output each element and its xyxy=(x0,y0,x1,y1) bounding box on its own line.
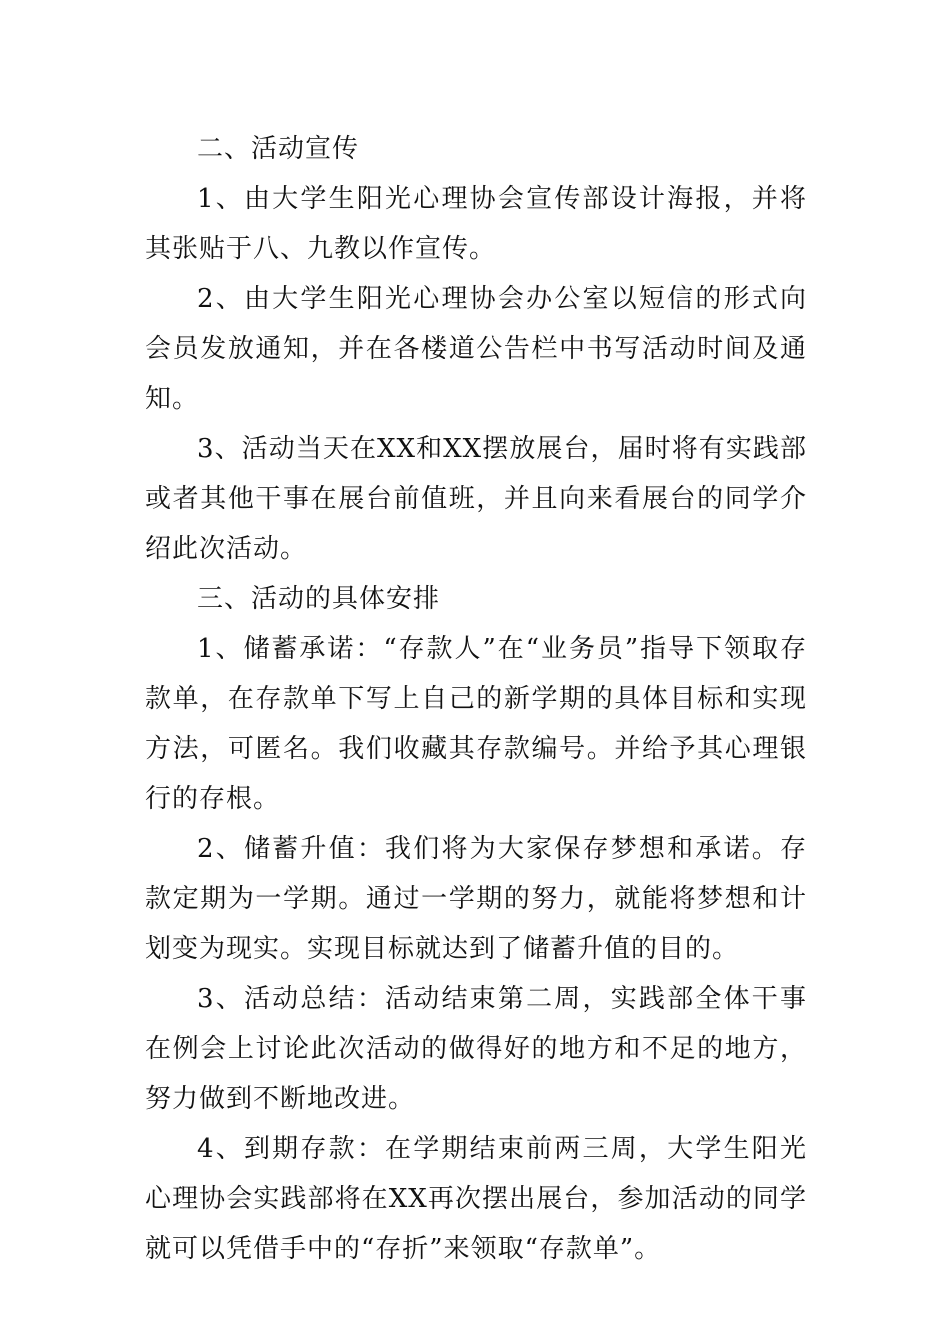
section-heading-arrangement: 三、活动的具体安排 xyxy=(197,584,441,614)
paragraph-publicity-1: 1、由大学生阳光心理协会宣传部设计海报，并将其张贴于八、九教以作宣传。 xyxy=(145,184,807,264)
paragraph-arrangement-3: 3、活动总结：活动结束第二周，实践部全体干事在例会上讨论此次活动的做得好的地方和不足的地方，努力做到不断地改进。 xyxy=(145,984,807,1114)
paragraph-arrangement-1: 1、储蓄承诺：“存款人”在“业务员”指导下领取存款单，在存款单下写上自己的新学期的具体目标和实现方法，可匿名。我们收藏其存款编号。并给予其心理银行的存根。 xyxy=(145,634,807,814)
section-heading-publicity: 二、活动宣传 xyxy=(197,134,360,164)
paragraph-arrangement-4: 4、到期存款：在学期结束前两三周，大学生阳光心理协会实践部将在XX再次摆出展台，参加活动的同学就可以凭借手中的“存折”来领取“存款单”。 xyxy=(145,1134,807,1264)
document-body xyxy=(145,124,807,1274)
paragraph-publicity-2: 2、由大学生阳光心理协会办公室以短信的形式向会员发放通知，并在各楼道公告栏中书写活动时间及通知。 xyxy=(145,284,807,414)
paragraph-arrangement-2: 2、储蓄升值：我们将为大家保存梦想和承诺。存款定期为一学期。通过一学期的努力，就能将梦想和计划变为现实。实现目标就达到了储蓄升值的目的。 xyxy=(145,834,807,964)
paragraph-publicity-3: 3、活动当天在XX和XX摆放展台，届时将有实践部或者其他干事在展台前值班，并且向来看展台的同学介绍此次活动。 xyxy=(145,434,807,564)
